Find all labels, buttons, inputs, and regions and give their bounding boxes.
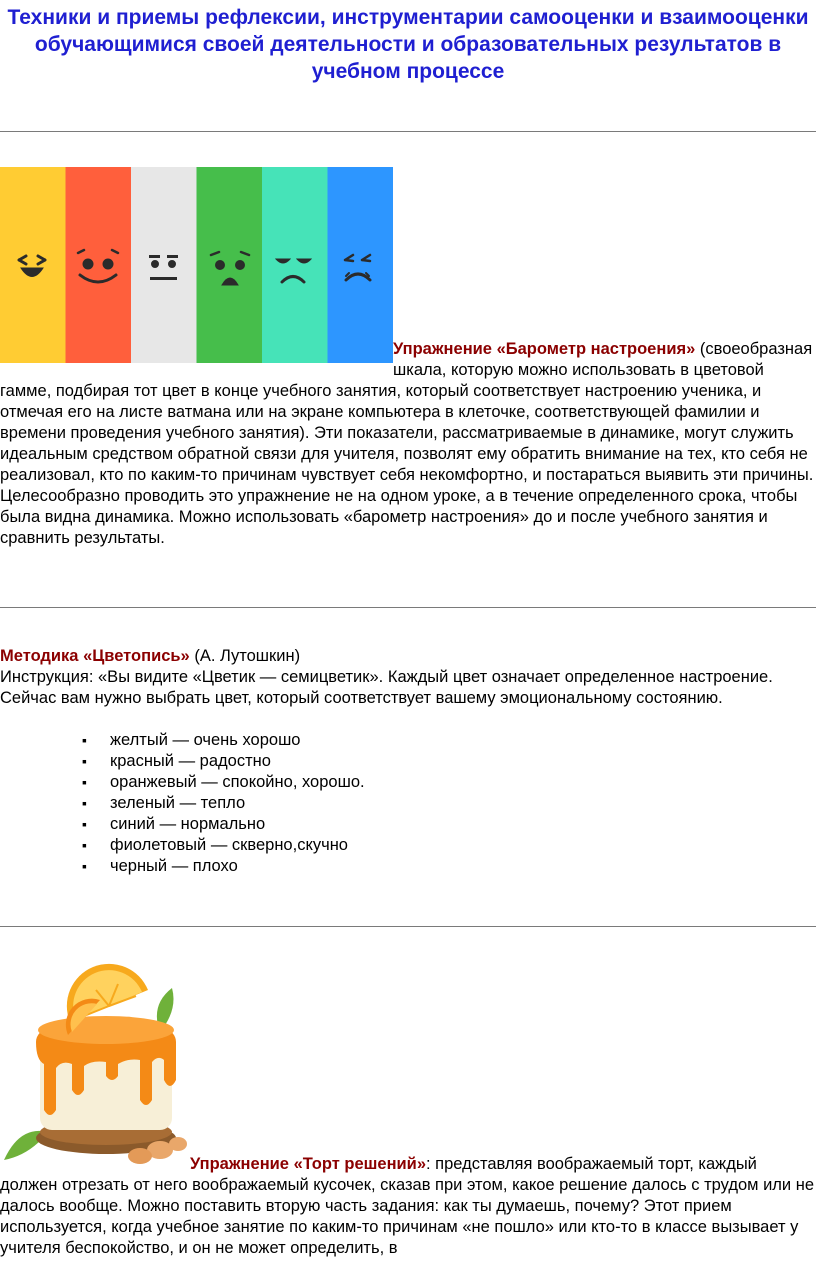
page-title: Техники и приемы рефлексии, инструментарии самооценки и взаимооценки обучающимися своей деятельности и образовательных результатов в учебном процессе <box>7 6 809 83</box>
cake-text: : представляя воображаемый торт, каждый должен отрезать от него воображаемый кусочек, сказав при этом, какое решение далось с трудом или не далось вообще. Можно поставить вторую часть задания: как ты думаешь, почему? Этот прием используется, когда учебное занятие по каким-то причинам «не пошло» или кто-то в классе вызывает у учителя беспокойство, и он не может определить, в <box>0 1155 815 1257</box>
barometer-heading: Упражнение «Барометр настроения» <box>393 340 696 358</box>
cake-heading: Упражнение «Торт решений» <box>190 1155 427 1173</box>
barometer-section <box>0 167 816 549</box>
mood-color-stripe <box>262 167 328 363</box>
list-item: ▪ фиолетовый — скверно,скучно <box>110 835 365 856</box>
mood-color-stripe <box>197 167 263 363</box>
list-item: ▪ синий — нормально <box>110 814 365 835</box>
color-mood-list <box>80 730 365 877</box>
mood-color-stripe <box>66 167 132 363</box>
tsvetopis-section <box>0 646 816 709</box>
list-item: ▪ оранжевый — спокойно, хорошо. <box>110 772 365 793</box>
list-item: ▪ зеленый — тепло <box>110 793 365 814</box>
mood-color-stripe <box>328 167 394 363</box>
mood-barometer-image <box>0 167 393 363</box>
divider <box>0 607 816 608</box>
barometer-text: (своеобразная шкала, которую можно использовать в цветовой гамме, подбирая тот цвет в конце учебного занятия, который соответствует настроению ученика, и отмечая его на листе ватмана или на экране компьютера в клеточке, соответствующей фамилии и времени проведения учебного занятия). Эти показатели, рассматриваемые в динамике, могут служить идеальным средством обратной связи для учителя, позволят ему обратить внимание на тех, кто себя не реализовал, кто по каким-то причинам чувствует себя некомфортно, и постараться выявить эти причины. Целесообразно проводить это упражнение не на одном уроке, а в течение определенного срока, чтобы была видна динамика. Можно использовать «барометр настроения» до и после учебного занятия и сравнить результаты. <box>0 340 814 547</box>
tsvetopis-author: (А. Лутошкин) <box>189 647 301 665</box>
divider <box>0 926 816 927</box>
cake-section <box>0 960 816 1259</box>
list-item: ▪ желтый — очень хорошо <box>110 730 365 751</box>
list-item: ▪ черный — плохо <box>110 856 365 877</box>
list-item: ▪ красный — радостно <box>110 751 365 772</box>
tsvetopis-heading: Методика «Цветопись» <box>0 647 190 665</box>
mood-color-stripe <box>131 167 197 363</box>
tsvetopis-instruction: Инструкция: «Вы видите «Цветик — семицветик». Каждый цвет означает определенное настроение. Сейчас вам нужно выбрать цвет, который соответствует вашему эмоциональному состоянию. <box>0 668 773 707</box>
cake-image <box>0 960 190 1170</box>
mood-scale-graphic <box>0 167 393 363</box>
cake-illustration <box>0 960 190 1170</box>
divider <box>0 131 816 132</box>
mood-color-stripe <box>0 167 66 363</box>
